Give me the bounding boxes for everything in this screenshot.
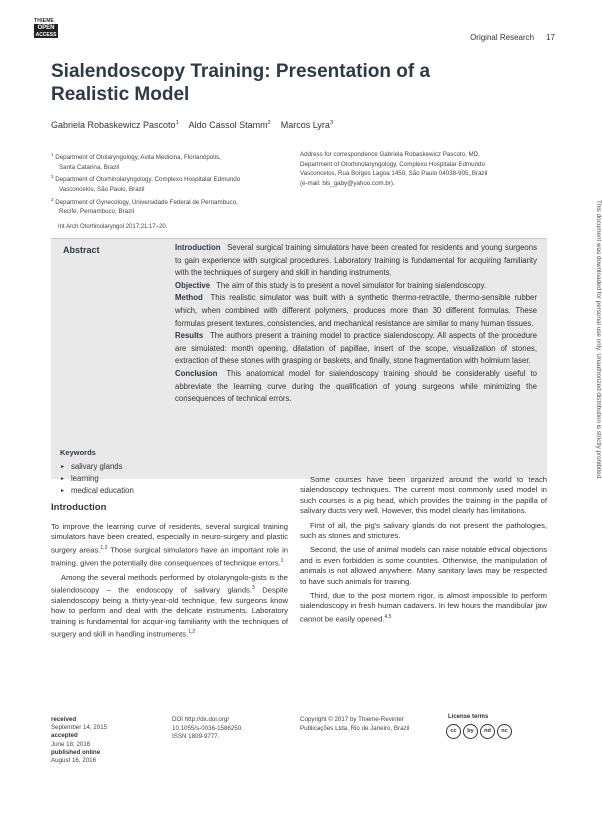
abstract-section: Objective The aim of this study is to present a novel simulator for training sialendoscopy. — [175, 280, 486, 290]
paragraph: Third, due to the post mortem rigor, is almost impossible to perform sialendoscopy in fresh human cadavers. In few hours the mandibular jaw cannot be easily opened.$^{4,5}$ — [300, 591, 547, 624]
keywords-heading: Keywords — [60, 448, 96, 457]
author-name: Aldo Cassol Stamm — [188, 120, 268, 130]
nc-icon: nc — [497, 724, 512, 739]
body-column-left — [51, 522, 288, 644]
nd-icon: nd — [480, 724, 495, 739]
by-icon: by — [463, 724, 478, 739]
keyword-item: ► learning — [60, 473, 134, 485]
affiliations: $^1$ Department of Otolaryngology, Avita Medicina, Florianópolis, Santa Catarina, Brazil $^2$ Department of Otorhinolaryngology, Complexo Hospitalar Edmundo Vasconcelos, São Paulo, Brazil $^3$ Department of Gynecology, Universidade Federal de Pernambuco, Recife, Pernambuco, Brazil — [51, 150, 281, 217]
abstract-section: Conclusion This anatomical model for sialendoscopy training should be considerably useful to abbreviate the learning curve during the qualification of young surgeons while minimizing the consequences of technical errors. — [175, 368, 537, 404]
abstract-heading: Abstract — [63, 245, 100, 255]
logo-line-open: OPEN — [34, 24, 58, 32]
paragraph: Second, the use of animal models can raise notable ethical objections and is even forbidden is some countries. Otherwise, the manipulation of animals is not allowed anywhere. Many sanitary laws may be respected to have such animals for training. — [300, 545, 547, 586]
author-name: Gabriela Robaskewicz Pascoto — [51, 120, 176, 130]
keyword-item: ► salivary glands — [60, 461, 134, 473]
paragraph: Some courses have been organized around the world to teach sialendoscopy techniques. The current most commonly used model in such courses is a pig head, which provides the training in the papilla of salivary ducts very well. However, this model clearly has limitations. — [300, 475, 547, 516]
abstract-section: Method This realistic simulator was built with a synthetic thermo-retractile, thermo-sensible rubber which, when combined with different polymers, produces more than 30 different formulas. These formulas present textures, consistencies, and mechanical resistance are similar to many human tissues. — [175, 293, 537, 328]
keywords-list — [60, 461, 134, 497]
copyright: Copyright © 2017 by Thieme-Revinter Publicações Ltda, Rio de Janeiro, Brazil — [300, 716, 410, 732]
abstract-section: Results The authors present a training model to practice sialendoscopy. All aspects of the procedure are simulated: month opening, dilatation of papillae, insert of the scope, visualization of stones, extraction of these stones with grasping or baskets, and finally, stone fragmentation with holmium laser. — [175, 331, 537, 366]
paragraph: First of all, the pig's salivary glands do not present the pathologies, such as stones and strictures. — [300, 520, 547, 541]
page-number: 17 — [546, 33, 555, 42]
paragraph: Among the several methods performed by otolaryngolo-gists is the sialendoscopy – the endoscopy of salivary glands.$^3$ Despite sialendoscopy being a thirty-year-old technique, few surgeons know how to perform and deal with the delicate instruments. Laboratory training is fundamental for acquir-ing familiarity with the techniques of surgery and skill in handling instruments.$^{1,2}$ — [51, 572, 288, 639]
paragraph: To improve the learning curve of residents, several surgical training simulators have been created, especially in neuro-surgery and plastic surgery areas.$^{1,2}$ Those surgical simulators have an important role in training, given the potentially dire consequences of technique errors.$^1$ — [51, 522, 288, 568]
running-header — [470, 33, 555, 42]
doi-value[interactable]: 10.1055/s-0036-1586250. — [172, 724, 243, 732]
introduction-heading: Introduction — [51, 502, 107, 513]
article-dates: received September 14, 2015 accepted June 18, 2016 published online August 16, 2016 — [51, 716, 108, 765]
affiliation: $^1$ Department of Otolaryngology, Avita Medicina, Florianópolis, — [51, 152, 221, 162]
article-title: Sialendoscopy Training: Presentation of a Realistic Model — [51, 61, 431, 105]
issn: ISSN 1809-9777. — [172, 733, 220, 741]
email-link[interactable]: (e-mail: bls_gaby@yahoo.com.br). — [300, 179, 395, 187]
cc-icon: cc — [446, 724, 461, 739]
affiliation: $^2$ Department of Otorhinolaryngology, Complexo Hospitalar Edmundo — [51, 174, 241, 184]
correspondence-address: Address for correspondence Gabriela Robaskewicz Pascoto, MD, Department of Otorhinolaryngology, Complexo Hospitalar Edmundo Vasconcelos, Rua Borges Lagoa 1450, São Paulo 04038-905, Brazil (e-mail: bls_gaby@yahoo.com.br). — [300, 150, 540, 188]
doi-link[interactable]: DOI http://dx.doi.org/ — [172, 716, 230, 723]
abstract-section: Introduction Several surgical training simulators have been created for residents and young surgeons to gain experience with surgical procedures. Laboratory training is fundamental for acquiring familiarity with the techniques of surgery and skill in handing instruments. — [175, 243, 537, 278]
body-column-right — [300, 475, 547, 629]
section-label: Original Research — [470, 33, 535, 42]
author-list: Gabriela Robaskewicz Pascoto$^1$ Aldo Cassol Stamm$^2$ Marcos Lyra$^3$ — [51, 120, 333, 130]
logo-line-access: ACCESS — [35, 32, 57, 38]
affiliation: $^3$ Department of Gynecology, Universidade Federal de Pernambuco, — [51, 196, 238, 206]
author-name: Marcos Lyra — [280, 120, 330, 130]
license-terms-link[interactable]: License terms — [448, 714, 489, 720]
license-icons[interactable] — [446, 724, 512, 739]
download-notice: This document was downloaded for personal use only. Unauthorized distribution is strictly prohibited. — [595, 200, 602, 480]
thieme-open-access-logo — [34, 18, 58, 38]
doi-issn — [172, 716, 243, 742]
keyword-item: ► medical education — [60, 485, 134, 497]
abstract-text — [175, 242, 537, 406]
logo-line-thieme: THIEME — [34, 18, 55, 24]
journal-citation: Int Arch Otorhinolaryngol 2017;21:17–20. — [58, 224, 168, 230]
